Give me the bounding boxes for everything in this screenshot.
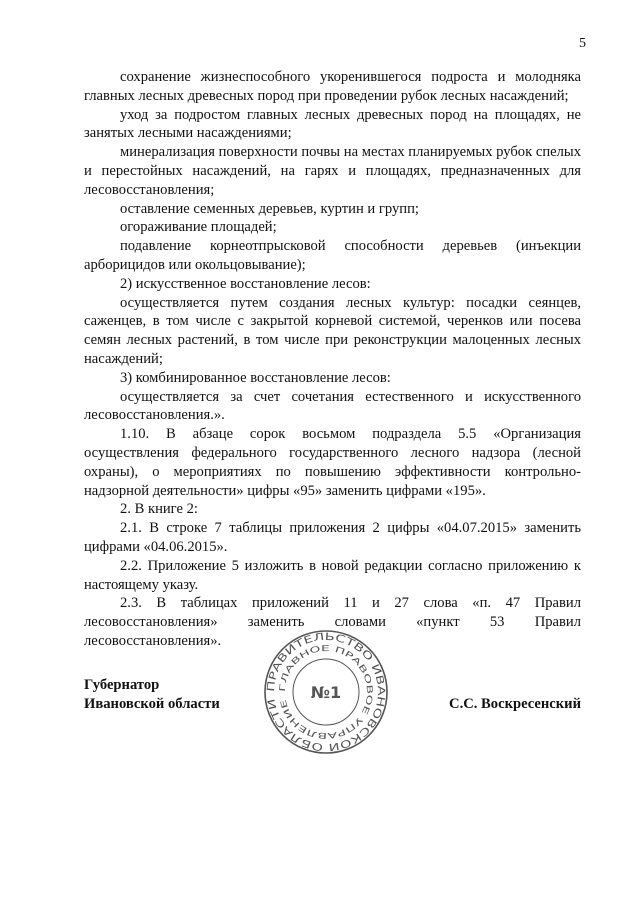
paragraph: минерализация поверхности почвы на местах планируемых рубок спелых и перестойных насаждений, на гарях и площадях, предназначенных для лесовосстановления; [84,144,581,198]
signatory-name: С.С. Воскресенский [449,696,581,712]
paragraph: уход за подростом главных лесных древесных пород на площадях, не занятых лесными насаждениями; [84,106,581,142]
seal-outer-text: ПРАВИТЕЛЬСТВО ИВАНОВСКОЙ ОБЛАСТИ [265,631,387,753]
page-number: 5 [579,36,586,51]
paragraph: 2.2. Приложение 5 изложить в новой редакции согласно приложению к настоящему указу. [84,557,581,593]
signatory-title: Губернатор [84,677,160,693]
signatory-position [84,676,220,714]
paragraph: оставление семенных деревьев, куртин и групп; [120,200,419,217]
paragraph: осуществляется за счет сочетания естественного и искусственного лесовосстановления.». [84,388,581,424]
paragraph: огораживание площадей; [120,219,277,236]
paragraph: 3) комбинированное восстановление лесов: [120,369,391,386]
paragraph: подавление корнеотпрысковой способности деревьев (инъекции арборицидов или окольцовывание); [84,238,581,273]
seal-inner-text: ГЛАВНОЕ ПРАВОВОЕ УПРАВЛЕНИЕ [277,643,375,741]
paragraph: 1.10. В абзаце сорок восьмом подраздела 5.5 «Организация осуществления федерального государственного лесного надзора (лесной охраны), о мероприятиях по повышению эффективности контрольно-надзорной деятельности» цифры «95» заменить цифрами «195». [84,426,581,499]
paragraph: 2.3. В таблицах приложений 11 и 27 слова «п. 47 Правил лесовосстановления» заменить словами «пункт 53 Правил лесовосстановления». [84,595,581,649]
signatory-region: Ивановской области [84,696,220,712]
paragraph: 2) искусственное восстановление лесов: [120,275,371,292]
paragraph: осуществляется путем создания лесных культур: посадки сеянцев, саженцев, в том числе с закрытой корневой системой, черенков или посева семян лесных растений, в том числе при реконструкции малоценных лесных насаждений; [84,294,581,367]
paragraph: 2.1. В строке 7 таблицы приложения 2 цифры «04.07.2015» заменить цифрами «04.06.2015». [84,520,581,555]
document-body [84,68,581,651]
seal-number: №1 [310,683,342,702]
paragraph: 2. В книге 2: [120,501,198,518]
official-seal [262,628,390,756]
paragraph: сохранение жизнеспособного укоренившегося подроста и молодняка главных лесных древесных пород при проведении рубок лесных насаждений; [84,69,581,104]
